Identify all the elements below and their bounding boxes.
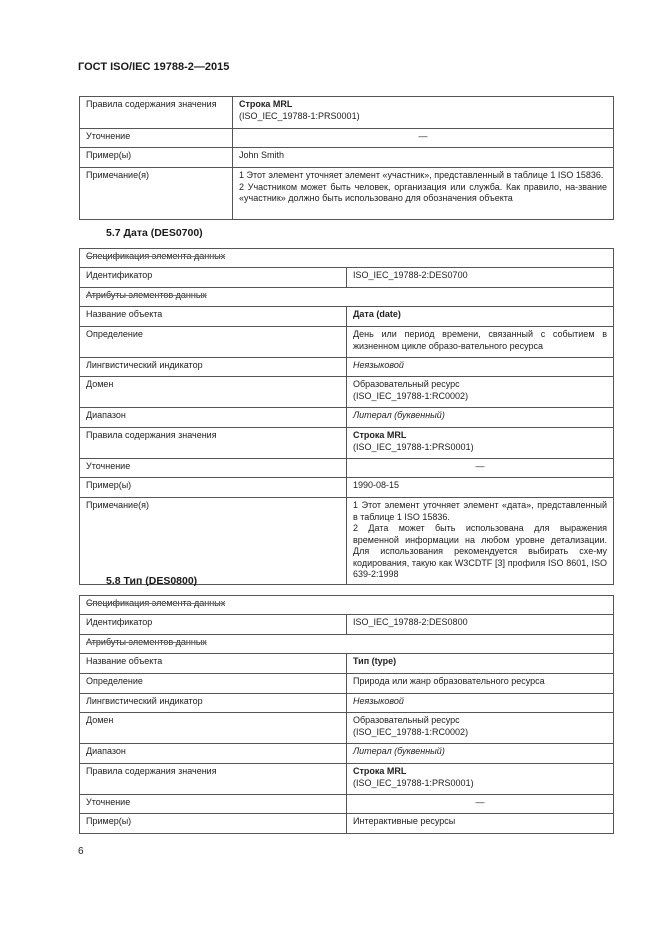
row-key: Название объекта (80, 654, 347, 674)
table-row (80, 814, 614, 834)
row-value: Образовательный ресурс (ISO_IEC_19788-1:RC0002) (347, 377, 614, 408)
row-key: Уточнение (80, 129, 233, 148)
row-value: ISO_IEC_19788-2:DES0800 (347, 615, 614, 635)
row-value: John Smith (233, 148, 614, 168)
table-row (80, 694, 614, 713)
table-row (80, 358, 614, 377)
row-value: Неязыковой (347, 694, 614, 713)
table-row (80, 459, 614, 478)
row-key: Название объекта (80, 307, 347, 327)
table-row (80, 428, 614, 459)
row-value: Интерактивные ресурсы (347, 814, 614, 834)
table-type (79, 595, 614, 834)
table-row (80, 764, 614, 795)
table-row (80, 168, 614, 220)
row-value: — (233, 129, 614, 148)
row-key: Уточнение (80, 459, 347, 478)
table-continuation (79, 96, 614, 220)
table-row (80, 596, 614, 615)
row-key: Идентификатор (80, 615, 347, 635)
table-row (80, 268, 614, 288)
table-row (80, 327, 614, 358)
row-key: Определение (80, 327, 347, 358)
row-value: 1 Этот элемент уточняет элемент «дата», представленный в таблице 1 ISO 15836. 2 Дата может быть использована для выражения временной информации на любом уровне детализации. Для использования рекомендуется выбирать схе-му кодирования, такую как W3CDTF [3] профиля ISO 8601, ISO 639-2:1998 (347, 498, 614, 585)
table-row (80, 288, 614, 307)
table-row (80, 498, 614, 585)
table-row (80, 129, 614, 148)
table-row (80, 97, 614, 129)
row-value: Строка MRL (ISO_IEC_19788-1:PRS0001) (347, 428, 614, 459)
row-key: Домен (80, 377, 347, 408)
page-number: 6 (78, 846, 84, 857)
table-row (80, 795, 614, 814)
row-value: — (347, 459, 614, 478)
row-value: Тип (type) (347, 654, 614, 674)
spec-label: Спецификация элемента данных (80, 596, 614, 615)
row-value: Природа или жанр образовательного ресурса (347, 674, 614, 694)
row-value: День или период времени, связанный с событием в жизненном цикле образо-вательного ресурса (347, 327, 614, 358)
spec-label: Спецификация элемента данных (80, 249, 614, 268)
row-value: Строка MRL (ISO_IEC_19788-1:PRS0001) (347, 764, 614, 795)
table-row (80, 377, 614, 408)
row-key: Лингвистический индикатор (80, 358, 347, 377)
row-key: Определение (80, 674, 347, 694)
table-row (80, 249, 614, 268)
table-row (80, 408, 614, 428)
row-key: Уточнение (80, 795, 347, 814)
row-value: Неязыковой (347, 358, 614, 377)
table-row (80, 615, 614, 635)
row-value: 1990-08-15 (347, 478, 614, 498)
attrs-label: Атрибуты элементов данных (80, 635, 614, 654)
attrs-label: Атрибуты элементов данных (80, 288, 614, 307)
row-value: Строка MRL (ISO_IEC_19788-1:PRS0001) (233, 97, 614, 129)
row-key: Правила содержания значения (80, 97, 233, 129)
row-value: Литерал (буквенный) (347, 408, 614, 428)
row-key: Правила содержания значения (80, 764, 347, 795)
row-key: Пример(ы) (80, 478, 347, 498)
table-row (80, 744, 614, 764)
table-row (80, 713, 614, 744)
row-key: Идентификатор (80, 268, 347, 288)
row-value: Литерал (буквенный) (347, 744, 614, 764)
row-value: 1 Этот элемент уточняет элемент «участник», представленный в таблице 1 ISO 15836. 2 Участником может быть человек, организация или служба. Как правило, на-звание «участник» должно быть использовано для обозначения объекта (233, 168, 614, 220)
row-value: — (347, 795, 614, 814)
row-key: Пример(ы) (80, 814, 347, 834)
table-row (80, 674, 614, 694)
document-header: ГОСТ ISO/IEC 19788-2—2015 (78, 61, 230, 73)
row-key: Домен (80, 713, 347, 744)
table-date (79, 248, 614, 585)
table-row (80, 635, 614, 654)
row-value: Образовательный ресурс (ISO_IEC_19788-1:RC0002) (347, 713, 614, 744)
row-value: ISO_IEC_19788-2:DES0700 (347, 268, 614, 288)
table-row (80, 654, 614, 674)
row-key: Примечание(я) (80, 498, 347, 585)
table-row (80, 307, 614, 327)
row-key: Пример(ы) (80, 148, 233, 168)
row-key: Диапазон (80, 744, 347, 764)
row-key: Диапазон (80, 408, 347, 428)
row-key: Правила содержания значения (80, 428, 347, 459)
row-value: Дата (date) (347, 307, 614, 327)
row-key: Лингвистический индикатор (80, 694, 347, 713)
section-heading-5-7: 5.7 Дата (DES0700) (106, 227, 203, 239)
row-key: Примечание(я) (80, 168, 233, 220)
table-row (80, 478, 614, 498)
table-row (80, 148, 614, 168)
section-heading-5-8: 5.8 Тип (DES0800) (106, 575, 198, 587)
